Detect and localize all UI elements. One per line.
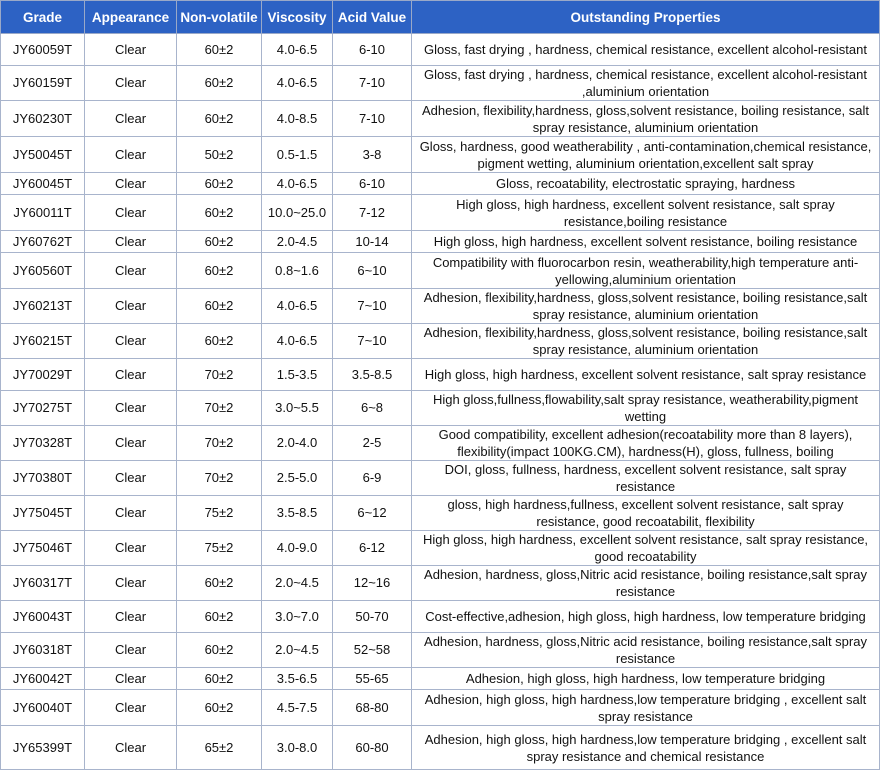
cell-nonvolatile: 60±2 — [177, 253, 262, 289]
cell-grade: JY60045T — [1, 173, 85, 195]
table-row — [1, 426, 880, 461]
header-grade: Grade — [1, 1, 85, 34]
cell-nonvolatile: 75±2 — [177, 531, 262, 566]
cell-nonvolatile: 70±2 — [177, 461, 262, 496]
cell-acid-value: 6-10 — [333, 34, 412, 66]
table-row — [1, 668, 880, 690]
cell-viscosity: 3.0~5.5 — [262, 391, 333, 426]
header-outstanding-properties: Outstanding Properties — [412, 1, 880, 34]
cell-nonvolatile: 60±2 — [177, 601, 262, 633]
cell-viscosity: 4.0-6.5 — [262, 34, 333, 66]
cell-nonvolatile: 60±2 — [177, 289, 262, 324]
cell-grade: JY75046T — [1, 531, 85, 566]
cell-properties: High gloss, high hardness, excellent solvent resistance, boiling resistance — [412, 231, 880, 253]
cell-appearance: Clear — [85, 359, 177, 391]
cell-viscosity: 3.0~7.0 — [262, 601, 333, 633]
cell-appearance: Clear — [85, 289, 177, 324]
cell-nonvolatile: 60±2 — [177, 324, 262, 359]
table-row — [1, 601, 880, 633]
cell-acid-value: 55-65 — [333, 668, 412, 690]
cell-acid-value: 7~10 — [333, 289, 412, 324]
table-row — [1, 173, 880, 195]
cell-nonvolatile: 60±2 — [177, 690, 262, 726]
cell-grade: JY75045T — [1, 496, 85, 531]
cell-nonvolatile: 50±2 — [177, 137, 262, 173]
cell-viscosity: 4.0-8.5 — [262, 101, 333, 137]
cell-grade: JY60762T — [1, 231, 85, 253]
cell-nonvolatile: 60±2 — [177, 34, 262, 66]
cell-properties: Adhesion, flexibility,hardness, gloss,solvent resistance, boiling resistance,salt spray resistance, aluminium orientation — [412, 289, 880, 324]
cell-grade: JY65399T — [1, 726, 85, 770]
cell-appearance: Clear — [85, 391, 177, 426]
cell-nonvolatile: 65±2 — [177, 726, 262, 770]
cell-viscosity: 3.0-8.0 — [262, 726, 333, 770]
cell-nonvolatile: 60±2 — [177, 195, 262, 231]
cell-viscosity: 4.5-7.5 — [262, 690, 333, 726]
table-row — [1, 690, 880, 726]
cell-appearance: Clear — [85, 496, 177, 531]
cell-appearance: Clear — [85, 726, 177, 770]
cell-properties: Adhesion, high gloss, high hardness,low temperature bridging , excellent salt spray resistance and chemical resistance — [412, 726, 880, 770]
cell-viscosity: 0.5-1.5 — [262, 137, 333, 173]
cell-appearance: Clear — [85, 426, 177, 461]
cell-acid-value: 6~12 — [333, 496, 412, 531]
cell-appearance: Clear — [85, 101, 177, 137]
cell-appearance: Clear — [85, 34, 177, 66]
cell-viscosity: 4.0-9.0 — [262, 531, 333, 566]
cell-viscosity: 4.0-6.5 — [262, 66, 333, 101]
cell-grade: JY60560T — [1, 253, 85, 289]
cell-properties: Adhesion, high gloss, high hardness,low temperature bridging , excellent salt spray resistance — [412, 690, 880, 726]
cell-acid-value: 7-10 — [333, 66, 412, 101]
cell-acid-value: 3-8 — [333, 137, 412, 173]
cell-nonvolatile: 60±2 — [177, 668, 262, 690]
cell-acid-value: 6-10 — [333, 173, 412, 195]
cell-grade: JY60059T — [1, 34, 85, 66]
cell-nonvolatile: 60±2 — [177, 66, 262, 101]
table-row — [1, 496, 880, 531]
cell-acid-value: 60-80 — [333, 726, 412, 770]
table-row — [1, 324, 880, 359]
cell-acid-value: 10-14 — [333, 231, 412, 253]
header-nonvolatile: Non-volatile — [177, 1, 262, 34]
cell-appearance: Clear — [85, 66, 177, 101]
cell-viscosity: 2.0~4.5 — [262, 566, 333, 601]
cell-acid-value: 50-70 — [333, 601, 412, 633]
table-row — [1, 289, 880, 324]
cell-nonvolatile: 60±2 — [177, 231, 262, 253]
cell-properties: Gloss, recoatability, electrostatic spraying, hardness — [412, 173, 880, 195]
cell-appearance: Clear — [85, 173, 177, 195]
cell-acid-value: 6-9 — [333, 461, 412, 496]
table-row — [1, 566, 880, 601]
cell-grade: JY60230T — [1, 101, 85, 137]
cell-acid-value: 2-5 — [333, 426, 412, 461]
cell-properties: Gloss, fast drying , hardness, chemical resistance, excellent alcohol-resistant ,aluminium orientation — [412, 66, 880, 101]
cell-viscosity: 0.8~1.6 — [262, 253, 333, 289]
cell-properties: Compatibility with fluorocarbon resin, weatherability,high temperature anti-yellowing,aluminium orientation — [412, 253, 880, 289]
table-row — [1, 231, 880, 253]
cell-acid-value: 6-12 — [333, 531, 412, 566]
cell-grade: JY50045T — [1, 137, 85, 173]
cell-nonvolatile: 60±2 — [177, 173, 262, 195]
cell-acid-value: 68-80 — [333, 690, 412, 726]
cell-acid-value: 7-10 — [333, 101, 412, 137]
table-row — [1, 101, 880, 137]
cell-viscosity: 4.0-6.5 — [262, 324, 333, 359]
cell-appearance: Clear — [85, 231, 177, 253]
cell-viscosity: 3.5-6.5 — [262, 668, 333, 690]
cell-appearance: Clear — [85, 566, 177, 601]
cell-properties: Adhesion, flexibility,hardness, gloss,solvent resistance, boiling resistance, salt spray resistance, aluminium orientation — [412, 101, 880, 137]
table-row — [1, 391, 880, 426]
cell-properties: High gloss, high hardness, excellent solvent resistance, salt spray resistance — [412, 359, 880, 391]
table-row — [1, 195, 880, 231]
table-row — [1, 34, 880, 66]
cell-properties: Gloss, fast drying , hardness, chemical resistance, excellent alcohol-resistant — [412, 34, 880, 66]
cell-appearance: Clear — [85, 690, 177, 726]
cell-viscosity: 10.0~25.0 — [262, 195, 333, 231]
cell-acid-value: 3.5-8.5 — [333, 359, 412, 391]
header-appearance: Appearance — [85, 1, 177, 34]
cell-acid-value: 52~58 — [333, 633, 412, 668]
cell-viscosity: 3.5-8.5 — [262, 496, 333, 531]
cell-viscosity: 2.0~4.5 — [262, 633, 333, 668]
cell-properties: Gloss, hardness, good weatherability , anti-contamination,chemical resistance, pigment wetting, aluminium orientation,excellent salt spray — [412, 137, 880, 173]
cell-nonvolatile: 70±2 — [177, 391, 262, 426]
cell-grade: JY60213T — [1, 289, 85, 324]
table-row — [1, 137, 880, 173]
cell-nonvolatile: 75±2 — [177, 496, 262, 531]
cell-viscosity: 4.0-6.5 — [262, 289, 333, 324]
cell-grade: JY70275T — [1, 391, 85, 426]
cell-nonvolatile: 60±2 — [177, 101, 262, 137]
cell-nonvolatile: 70±2 — [177, 359, 262, 391]
cell-acid-value: 7-12 — [333, 195, 412, 231]
cell-acid-value: 12~16 — [333, 566, 412, 601]
cell-grade: JY60040T — [1, 690, 85, 726]
table-row — [1, 461, 880, 496]
cell-properties: High gloss,fullness,flowability,salt spray resistance, weatherability,pigment wetting — [412, 391, 880, 426]
cell-appearance: Clear — [85, 253, 177, 289]
cell-grade: JY70029T — [1, 359, 85, 391]
cell-appearance: Clear — [85, 633, 177, 668]
cell-viscosity: 4.0-6.5 — [262, 173, 333, 195]
cell-appearance: Clear — [85, 531, 177, 566]
cell-properties: Good compatibility, excellent adhesion(recoatability more than 8 layers), flexibility(impact 100KG.CM), hardness(H), gloss, fullness, boiling — [412, 426, 880, 461]
cell-appearance: Clear — [85, 601, 177, 633]
cell-properties: gloss, high hardness,fullness, excellent solvent resistance, salt spray resistance, good recoatabilit, flexibility — [412, 496, 880, 531]
cell-grade: JY60215T — [1, 324, 85, 359]
header-viscosity: Viscosity — [262, 1, 333, 34]
cell-properties: Cost-effective,adhesion, high gloss, high hardness, low temperature bridging — [412, 601, 880, 633]
cell-appearance: Clear — [85, 137, 177, 173]
table-row — [1, 633, 880, 668]
cell-appearance: Clear — [85, 195, 177, 231]
cell-viscosity: 2.0-4.0 — [262, 426, 333, 461]
cell-grade: JY70328T — [1, 426, 85, 461]
table-row — [1, 66, 880, 101]
cell-acid-value: 6~10 — [333, 253, 412, 289]
cell-properties: Adhesion, high gloss, high hardness, low temperature bridging — [412, 668, 880, 690]
header-row — [1, 1, 880, 34]
cell-appearance: Clear — [85, 668, 177, 690]
cell-grade: JY60042T — [1, 668, 85, 690]
cell-acid-value: 7~10 — [333, 324, 412, 359]
table-row — [1, 726, 880, 770]
header-acid-value: Acid Value — [333, 1, 412, 34]
cell-acid-value: 6~8 — [333, 391, 412, 426]
cell-nonvolatile: 60±2 — [177, 633, 262, 668]
cell-properties: Adhesion, hardness, gloss,Nitric acid resistance, boiling resistance,salt spray resistance — [412, 633, 880, 668]
cell-appearance: Clear — [85, 324, 177, 359]
cell-viscosity: 2.5-5.0 — [262, 461, 333, 496]
cell-appearance: Clear — [85, 461, 177, 496]
cell-grade: JY70380T — [1, 461, 85, 496]
cell-grade: JY60318T — [1, 633, 85, 668]
cell-properties: Adhesion, flexibility,hardness, gloss,solvent resistance, boiling resistance,salt spray resistance, aluminium orientation — [412, 324, 880, 359]
table-row — [1, 531, 880, 566]
cell-grade: JY60011T — [1, 195, 85, 231]
cell-properties: Adhesion, hardness, gloss,Nitric acid resistance, boiling resistance,salt spray resistance — [412, 566, 880, 601]
cell-nonvolatile: 60±2 — [177, 566, 262, 601]
cell-grade: JY60159T — [1, 66, 85, 101]
table-row — [1, 253, 880, 289]
cell-properties: High gloss, high hardness, excellent solvent resistance, salt spray resistance, good recoatability — [412, 531, 880, 566]
cell-viscosity: 2.0-4.5 — [262, 231, 333, 253]
cell-nonvolatile: 70±2 — [177, 426, 262, 461]
cell-grade: JY60317T — [1, 566, 85, 601]
cell-properties: High gloss, high hardness, excellent solvent resistance, salt spray resistance,boiling resistance — [412, 195, 880, 231]
cell-properties: DOI, gloss, fullness, hardness, excellent solvent resistance, salt spray resistance — [412, 461, 880, 496]
cell-grade: JY60043T — [1, 601, 85, 633]
table-body — [1, 34, 880, 770]
cell-viscosity: 1.5-3.5 — [262, 359, 333, 391]
table-row — [1, 359, 880, 391]
